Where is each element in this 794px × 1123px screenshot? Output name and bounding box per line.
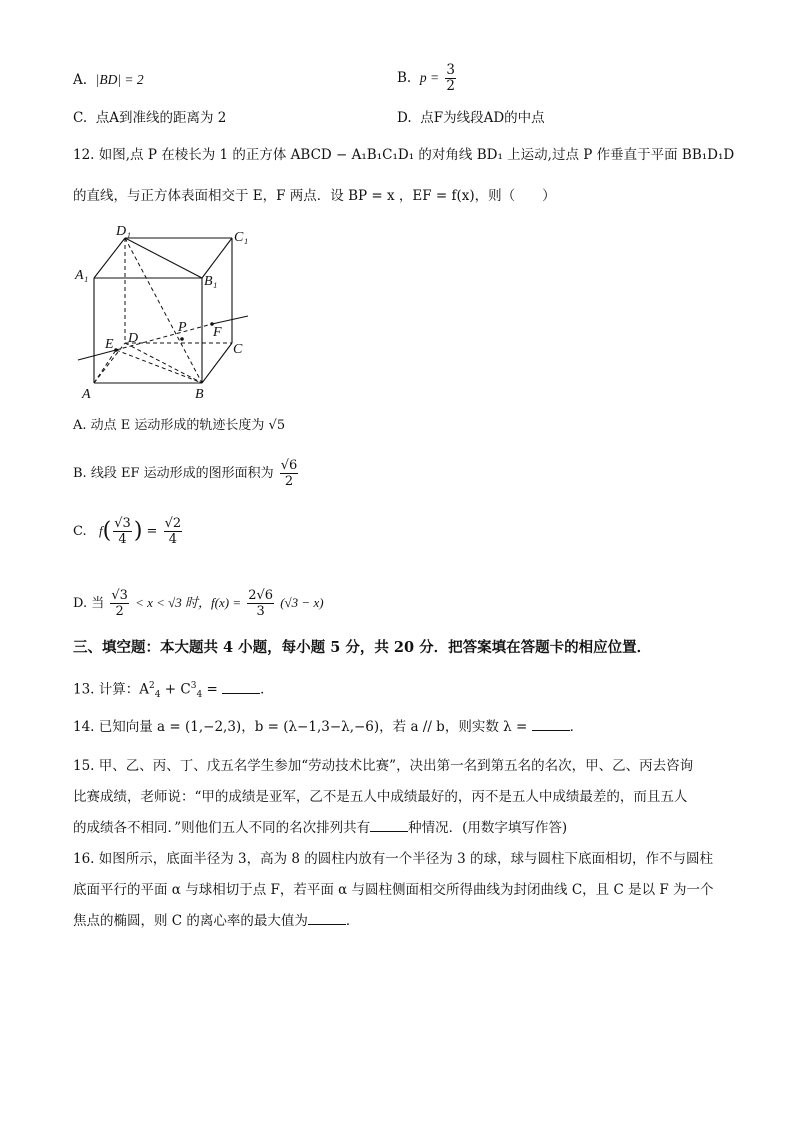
label-a: A [82,387,91,402]
q15-line2: 比赛成绩，老师说：“甲的成绩是亚军，乙不是五人中成绩最好的，丙不是五人中成绩最差的，而且五人 [73,789,688,805]
answer-blank[interactable] [370,817,408,832]
section-3-heading: 三、填空题：本大题共 4 小题，每小题 5 分，共 20 分．把答案填在答题卡的相应位置． [73,639,652,656]
answer-blank[interactable] [532,716,570,731]
label-p: P [178,320,187,335]
q11-option-c: C. 点A到准线的距离为 2 [73,110,227,126]
q11-option-b: B. p = $\frac{3}{2}$ [397,62,455,94]
q15-line3: 的成绩各不相同．”则他们五人不同的名次排列共有 种情况．(用数字填写作答) [73,817,567,838]
q11-option-d: D. 点F为线段AD的中点 [397,110,545,126]
answer-blank[interactable] [308,910,346,925]
q16-line2: 底面平行的平面 α 与球相切于点 F，若平面 α 与圆柱侧面相交所得曲线为封闭曲线 C，且 C 是以 F 为一个 [73,882,714,898]
q11-option-a: A. |BD| = 2 [73,72,144,88]
q12-stem-line2: 的直线，与正方体表面相交于 E，F 两点．设 BP = x ，EF = f(x)，则（ ） [73,188,556,204]
label-f: F [213,325,222,340]
point-p [180,337,184,341]
q12-option-c: C. f( $\frac{√3}{4}$ ) = $\frac{√2}{4}$ [73,516,182,547]
q12-option-b: B. 线段 EF 运动形成的图形面积为 $\frac{√6}{2}$ [73,458,298,489]
label-b: B [195,387,204,402]
q12-option-d: D. 当 $\frac{√3}{2}$ < x < √3 时，f(x) = $\frac{2√6}{3}$ (√3 − x) [73,588,324,619]
cube-figure [70,218,260,403]
fraction: $\frac{3}{2}$ [446,62,455,94]
q12-option-a: A. 动点 E 运动形成的轨迹长度为 √5 [73,418,286,433]
label-c: C [233,342,243,357]
q13: 13. 计算：$A^2_4 + C^3_4$ = ． [73,676,274,705]
label-c1: C₁ [234,230,249,245]
label-b1: B₁ [204,274,218,289]
q12-stem-line1: 12. 如图,点 P 在棱长为 1 的正方体 ABCD − A₁B₁C₁D₁ 的对角线 BD₁ 上运动,过点 P 作垂直于平面 BB₁D₁D [73,147,735,163]
q15-line1: 15. 甲、乙、丙、丁、戊五名学生参加“劳动技术比赛”，决出第一名到第五名的名次，甲、乙、丙去咨询 [73,758,694,774]
label-a1: A₁ [75,268,89,283]
q14: 14. 已知向量 a = (1,−2,3)，b = (λ−1,3−λ,−6)，若 a // b，则实数 λ = ． [73,716,583,737]
q16-line1: 16. 如图所示，底面半径为 3，高为 8 的圆柱内放有一个半径为 3 的球，球与圆柱下底面相切，作不与圆柱 [73,851,713,867]
answer-blank[interactable] [222,679,260,694]
label-e: E [105,337,114,352]
label-d: D [128,331,139,346]
label-d1: D₁ [116,224,131,239]
q16-line3: 焦点的椭圆，则 C 的离心率的最大值为 ． [73,910,359,931]
point-e [114,348,118,352]
